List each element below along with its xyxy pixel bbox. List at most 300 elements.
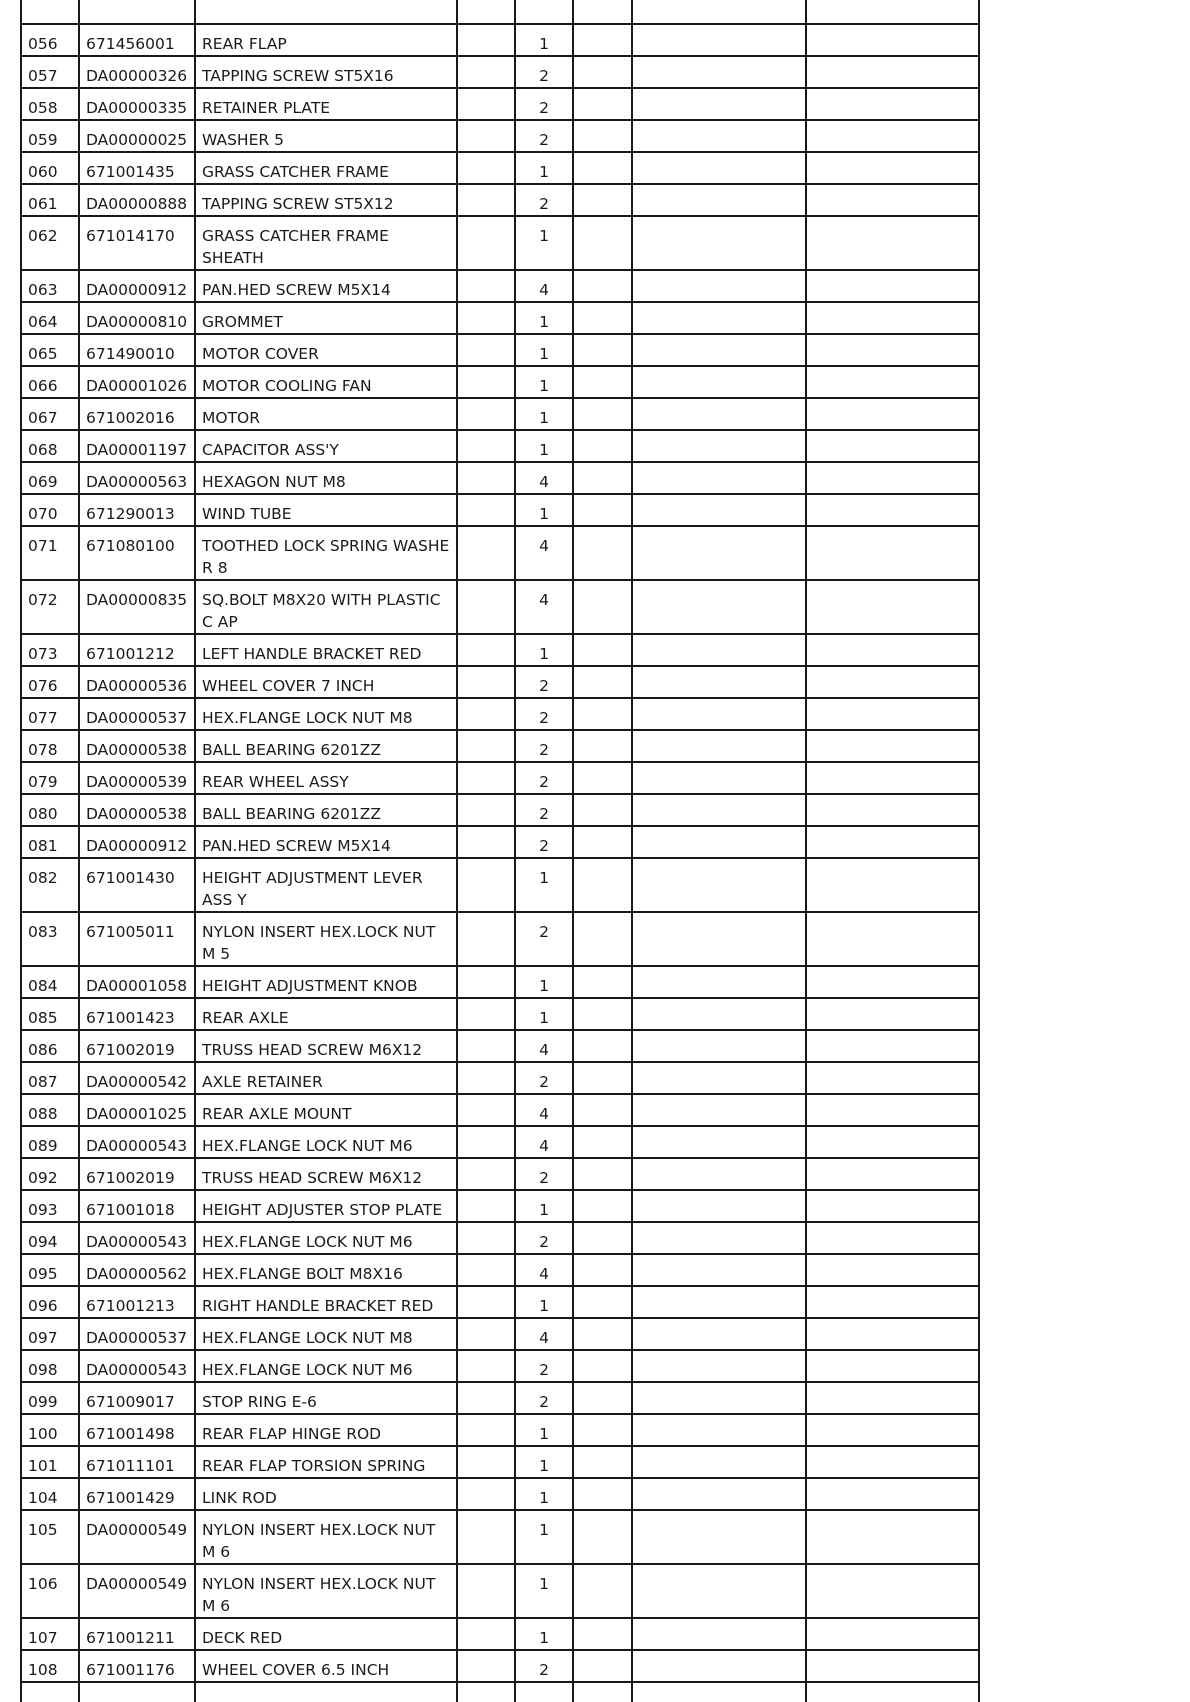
empty-cell [632,1650,806,1682]
empty-cell [806,998,979,1030]
empty-cell [632,1382,806,1414]
table-cell [21,0,79,24]
empty-cell [632,1254,806,1286]
quantity-cell: 1 [515,1618,573,1650]
part-number-cell: DA00000912 [79,270,195,302]
ref-number-cell: 104 [21,1478,79,1510]
empty-cell [806,1158,979,1190]
empty-cell [573,398,632,430]
empty-cell [806,634,979,666]
empty-cell [806,302,979,334]
parts-list-table [20,0,980,1702]
empty-cell [457,912,515,966]
quantity-cell: 2 [515,794,573,826]
table-row [21,334,979,366]
table-row [21,1510,979,1564]
table-row [21,216,979,270]
ref-number-cell: 100 [21,1414,79,1446]
quantity-cell: 2 [515,1382,573,1414]
empty-cell [632,666,806,698]
description-cell: MOTOR COVER [195,334,457,366]
empty-cell [632,912,806,966]
part-number-cell: DA00000912 [79,826,195,858]
empty-cell [632,1062,806,1094]
empty-cell [457,1126,515,1158]
empty-cell [573,1030,632,1062]
empty-cell [806,1478,979,1510]
quantity-cell: 2 [515,666,573,698]
empty-cell [457,1564,515,1618]
empty-cell [457,216,515,270]
empty-cell [806,366,979,398]
empty-cell [806,1286,979,1318]
description-cell: GROMMET [195,302,457,334]
ref-number-cell: 092 [21,1158,79,1190]
ref-number-cell: 060 [21,152,79,184]
empty-cell [457,462,515,494]
empty-cell [457,826,515,858]
table-row [21,302,979,334]
description-cell: HEX.FLANGE LOCK NUT M8 [195,1318,457,1350]
empty-cell [806,88,979,120]
ref-number-cell: 077 [21,698,79,730]
table-row [21,152,979,184]
ref-number-cell: 093 [21,1190,79,1222]
empty-cell [806,1126,979,1158]
table-row [21,1318,979,1350]
empty-cell [457,730,515,762]
description-cell: TRUSS HEAD SCREW M6X12 [195,1158,457,1190]
table-row [21,580,979,634]
empty-cell [632,152,806,184]
part-number-cell: DA00000539 [79,762,195,794]
ref-number-cell: 065 [21,334,79,366]
empty-cell [806,526,979,580]
empty-cell [632,1350,806,1382]
empty-cell [632,634,806,666]
part-number-cell: 671080100 [79,526,195,580]
description-cell: TRUSS HEAD SCREW M6X12 [195,1030,457,1062]
quantity-cell: 4 [515,1126,573,1158]
part-number-cell: DA00000326 [79,56,195,88]
table-cell [195,0,457,24]
table-cell [632,1682,806,1702]
empty-cell [573,1094,632,1126]
table-row [21,1062,979,1094]
ref-number-cell: 096 [21,1286,79,1318]
description-cell: REAR FLAP TORSION SPRING [195,1446,457,1478]
empty-cell [573,24,632,56]
ref-number-cell: 078 [21,730,79,762]
part-number-cell: DA00000538 [79,730,195,762]
empty-cell [806,1094,979,1126]
empty-cell [457,1446,515,1478]
empty-cell [632,1618,806,1650]
quantity-cell: 2 [515,1062,573,1094]
table-row [21,56,979,88]
ref-number-cell: 083 [21,912,79,966]
table-row [21,462,979,494]
ref-number-cell: 088 [21,1094,79,1126]
ref-number-cell: 061 [21,184,79,216]
empty-cell [457,1414,515,1446]
part-number-cell: DA00000562 [79,1254,195,1286]
quantity-cell: 1 [515,494,573,526]
description-cell: HEIGHT ADJUSTMENT KNOB [195,966,457,998]
empty-cell [457,302,515,334]
empty-cell [457,120,515,152]
quantity-cell: 4 [515,1094,573,1126]
table-row [21,794,979,826]
description-cell: GRASS CATCHER FRAME SHEATH [195,216,457,270]
table-row [21,1190,979,1222]
empty-cell [573,494,632,526]
quantity-cell: 2 [515,184,573,216]
empty-cell [457,698,515,730]
quantity-cell: 1 [515,1414,573,1446]
empty-cell [632,998,806,1030]
empty-cell [573,526,632,580]
part-number-cell: DA00000543 [79,1126,195,1158]
quantity-cell: 2 [515,912,573,966]
empty-cell [573,1062,632,1094]
empty-cell [632,1158,806,1190]
empty-cell [632,1414,806,1446]
part-number-cell: DA00000549 [79,1510,195,1564]
empty-cell [457,1286,515,1318]
part-number-cell: 671002019 [79,1158,195,1190]
empty-cell [806,912,979,966]
empty-cell [632,1030,806,1062]
table-row [21,730,979,762]
empty-cell [806,826,979,858]
part-number-cell: DA00000025 [79,120,195,152]
table-row [21,826,979,858]
description-cell: TOOTHED LOCK SPRING WASHE R 8 [195,526,457,580]
empty-cell [573,184,632,216]
empty-cell [632,1094,806,1126]
empty-cell [457,1094,515,1126]
quantity-cell: 2 [515,1222,573,1254]
empty-cell [632,1564,806,1618]
empty-cell [806,1254,979,1286]
empty-cell [632,216,806,270]
description-cell: GRASS CATCHER FRAME [195,152,457,184]
ref-number-cell: 097 [21,1318,79,1350]
table-row [21,494,979,526]
ref-number-cell: 057 [21,56,79,88]
quantity-cell: 1 [515,1510,573,1564]
empty-cell [573,858,632,912]
empty-cell [632,334,806,366]
empty-cell [573,634,632,666]
empty-cell [806,666,979,698]
table-cell [573,0,632,24]
table-cell [573,1682,632,1702]
quantity-cell: 1 [515,216,573,270]
empty-cell [573,1446,632,1478]
empty-cell [573,1286,632,1318]
ref-number-cell: 073 [21,634,79,666]
empty-cell [806,494,979,526]
quantity-cell: 4 [515,1030,573,1062]
quantity-cell: 2 [515,1350,573,1382]
empty-cell [457,634,515,666]
empty-cell [806,430,979,462]
ref-number-cell: 098 [21,1350,79,1382]
description-cell: REAR AXLE MOUNT [195,1094,457,1126]
description-cell: PAN.HED SCREW M5X14 [195,270,457,302]
empty-cell [632,366,806,398]
empty-cell [632,270,806,302]
empty-cell [632,398,806,430]
table-row [21,666,979,698]
empty-cell [632,302,806,334]
table-cell [21,1682,79,1702]
ref-number-cell: 082 [21,858,79,912]
table-row [21,1286,979,1318]
empty-cell [573,366,632,398]
ref-number-cell: 070 [21,494,79,526]
ref-number-cell: 081 [21,826,79,858]
empty-cell [457,56,515,88]
part-number-cell: DA00000543 [79,1350,195,1382]
description-cell: BALL BEARING 6201ZZ [195,794,457,826]
empty-cell [806,794,979,826]
part-number-cell: DA00000549 [79,1564,195,1618]
empty-cell [632,1190,806,1222]
part-number-cell: 671001430 [79,858,195,912]
empty-cell [806,184,979,216]
table-cell [632,0,806,24]
part-number-cell: DA00000537 [79,698,195,730]
empty-cell [573,1222,632,1254]
ref-number-cell: 072 [21,580,79,634]
table-cell [515,1682,573,1702]
description-cell: BALL BEARING 6201ZZ [195,730,457,762]
empty-cell [457,1062,515,1094]
table-cell [79,1682,195,1702]
empty-cell [457,666,515,698]
quantity-cell: 1 [515,634,573,666]
quantity-cell: 1 [515,858,573,912]
empty-cell [632,1446,806,1478]
ref-number-cell: 099 [21,1382,79,1414]
description-cell: HEX.FLANGE BOLT M8X16 [195,1254,457,1286]
empty-cell [457,762,515,794]
empty-cell [573,1478,632,1510]
empty-cell [806,1222,979,1254]
empty-cell [632,966,806,998]
table-row [21,184,979,216]
table-row [21,1094,979,1126]
table-row [21,398,979,430]
quantity-cell: 2 [515,88,573,120]
empty-cell [573,794,632,826]
description-cell: MOTOR [195,398,457,430]
empty-cell [806,858,979,912]
empty-cell [806,152,979,184]
quantity-cell: 1 [515,302,573,334]
empty-cell [806,1062,979,1094]
table-row [21,966,979,998]
quantity-cell: 4 [515,1254,573,1286]
quantity-cell: 1 [515,334,573,366]
empty-cell [457,152,515,184]
description-cell: MOTOR COOLING FAN [195,366,457,398]
part-number-cell: DA00001058 [79,966,195,998]
ref-number-cell: 101 [21,1446,79,1478]
empty-cell [573,302,632,334]
table-cell [806,1682,979,1702]
empty-cell [632,430,806,462]
description-cell: REAR FLAP [195,24,457,56]
table-cell [457,0,515,24]
empty-cell [457,366,515,398]
empty-cell [573,216,632,270]
quantity-cell: 4 [515,580,573,634]
description-cell: REAR AXLE [195,998,457,1030]
ref-number-cell: 106 [21,1564,79,1618]
empty-cell [457,966,515,998]
table-row [21,526,979,580]
empty-cell [632,794,806,826]
part-number-cell: DA00000563 [79,462,195,494]
part-number-cell: DA00000888 [79,184,195,216]
table-row [21,120,979,152]
table-row [21,1350,979,1382]
empty-cell [806,462,979,494]
quantity-cell: 1 [515,966,573,998]
empty-cell [632,462,806,494]
empty-cell [457,398,515,430]
part-number-cell: 671290013 [79,494,195,526]
table-row [21,1414,979,1446]
table-row [21,1618,979,1650]
empty-cell [457,1030,515,1062]
empty-cell [573,1564,632,1618]
part-number-cell: 671001429 [79,1478,195,1510]
empty-cell [806,698,979,730]
part-number-cell: DA00000810 [79,302,195,334]
part-number-cell: DA00001197 [79,430,195,462]
ref-number-cell: 105 [21,1510,79,1564]
empty-cell [806,762,979,794]
quantity-cell: 1 [515,1478,573,1510]
parts-table-body [21,0,979,1702]
quantity-cell: 4 [515,526,573,580]
description-cell: LINK ROD [195,1478,457,1510]
table-row [21,1382,979,1414]
ref-number-cell: 080 [21,794,79,826]
ref-number-cell: 076 [21,666,79,698]
empty-cell [806,56,979,88]
empty-cell [457,24,515,56]
empty-cell [806,1446,979,1478]
empty-cell [632,762,806,794]
description-cell: REAR WHEEL ASSY [195,762,457,794]
table-cell [79,0,195,24]
empty-cell [632,1126,806,1158]
empty-cell [573,912,632,966]
empty-cell [632,184,806,216]
empty-cell [806,24,979,56]
quantity-cell: 1 [515,430,573,462]
table-cell [515,0,573,24]
empty-cell [632,1478,806,1510]
table-row [21,1222,979,1254]
description-cell: STOP RING E-6 [195,1382,457,1414]
ref-number-cell: 063 [21,270,79,302]
part-number-cell: DA00000538 [79,794,195,826]
description-cell: HEXAGON NUT M8 [195,462,457,494]
part-number-cell: DA00001026 [79,366,195,398]
quantity-cell: 1 [515,24,573,56]
table-row [21,698,979,730]
description-cell: RETAINER PLATE [195,88,457,120]
quantity-cell: 4 [515,1318,573,1350]
empty-cell [573,462,632,494]
quantity-cell: 1 [515,1564,573,1618]
ref-number-cell: 094 [21,1222,79,1254]
ref-number-cell: 084 [21,966,79,998]
table-row [21,270,979,302]
quantity-cell: 2 [515,826,573,858]
empty-cell [632,1286,806,1318]
ref-number-cell: 107 [21,1618,79,1650]
empty-cell [806,1414,979,1446]
description-cell: WHEEL COVER 7 INCH [195,666,457,698]
description-cell: HEIGHT ADJUSTER STOP PLATE [195,1190,457,1222]
ref-number-cell: 067 [21,398,79,430]
table-row [21,634,979,666]
table-row [21,1254,979,1286]
empty-cell [457,334,515,366]
empty-cell [632,1318,806,1350]
empty-cell [573,56,632,88]
empty-cell [806,1382,979,1414]
ref-number-cell: 087 [21,1062,79,1094]
quantity-cell: 1 [515,398,573,430]
quantity-cell: 2 [515,1158,573,1190]
part-number-cell: 671001018 [79,1190,195,1222]
empty-cell [632,56,806,88]
empty-cell [632,858,806,912]
empty-cell [573,88,632,120]
empty-cell [573,270,632,302]
empty-cell [632,826,806,858]
empty-cell [457,526,515,580]
empty-cell [457,270,515,302]
empty-cell [632,1222,806,1254]
description-cell: HEX.FLANGE LOCK NUT M6 [195,1222,457,1254]
part-number-cell: 671001212 [79,634,195,666]
quantity-cell: 1 [515,998,573,1030]
empty-cell [573,698,632,730]
quantity-cell: 1 [515,366,573,398]
empty-cell [806,1190,979,1222]
empty-cell [573,1126,632,1158]
description-cell: HEX.FLANGE LOCK NUT M6 [195,1350,457,1382]
table-cell [806,0,979,24]
table-row [21,1650,979,1682]
part-number-cell: 671011101 [79,1446,195,1478]
empty-cell [632,526,806,580]
empty-cell [573,1510,632,1564]
empty-cell [806,334,979,366]
table-row [21,1126,979,1158]
empty-cell [632,120,806,152]
